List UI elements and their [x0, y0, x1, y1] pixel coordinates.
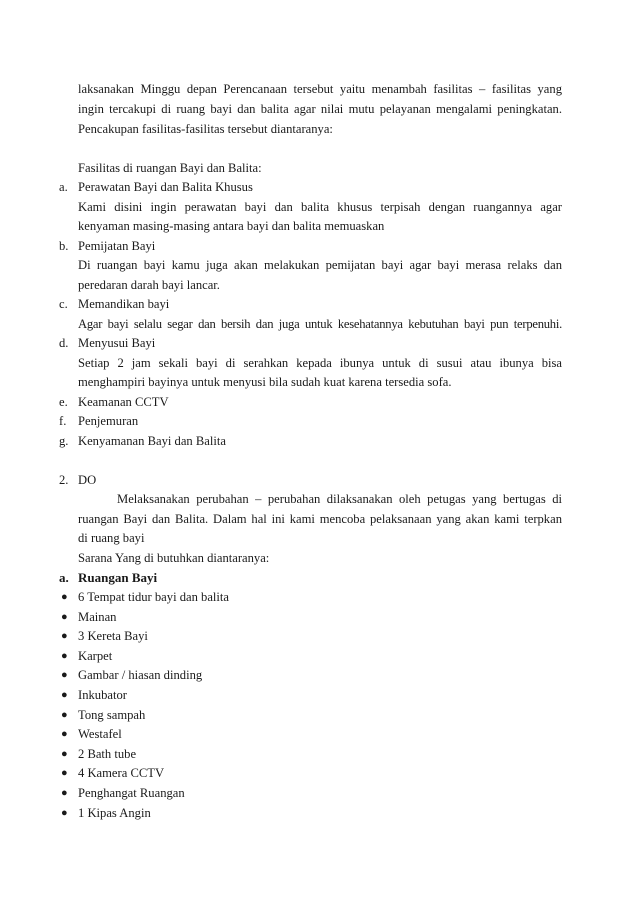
bullet-icon: ● [61, 689, 68, 701]
facility-desc-line: Agar bayi selalu segar dan bersih dan juga untuk kesehatannya kebutuhan bayi pun terpenuhi. [78, 317, 562, 331]
list-item: 4 Kamera CCTV [78, 766, 165, 780]
room-title: Ruangan Bayi [78, 570, 158, 585]
list-marker: e. [59, 395, 68, 409]
list-item: Penghangat Ruangan [78, 786, 185, 800]
list-marker: g. [59, 434, 69, 448]
bullet-icon: ● [61, 748, 68, 760]
bullet-icon: ● [61, 728, 68, 740]
facility-title: Perawatan Bayi dan Balita Khusus [78, 180, 253, 194]
list-item: Tong sampah [78, 708, 146, 722]
bullet-icon: ● [61, 650, 68, 662]
facility-desc-line: menghampiri bayinya untuk menyusi bila sudah kuat karena tersedia sofa. [78, 375, 452, 389]
bullet-icon: ● [61, 787, 68, 799]
bullet-icon: ● [61, 669, 68, 681]
bullet-icon: ● [61, 630, 68, 642]
list-item: Gambar / hiasan dinding [78, 668, 203, 682]
list-marker: b. [59, 239, 69, 253]
facility-title: Penjemuran [78, 414, 139, 428]
facility-desc-line: Di ruangan bayi kamu juga akan melakukan pemijatan bayi agar bayi merasa relaks dan [78, 258, 562, 272]
section-para-line: ruangan Bayi dan Balita. Dalam hal ini kami mencoba pelaksanaan yang akan kami terpkan [78, 512, 562, 526]
section-number: 2. [59, 473, 69, 487]
facility-title: Pemijatan Bayi [78, 239, 156, 253]
list-item: Westafel [78, 727, 122, 741]
list-item: Inkubator [78, 688, 127, 702]
facility-desc-line: kenyaman masing-masing antara bayi dan balita memuaskan [78, 219, 385, 233]
list-item: 6 Tempat tidur bayi dan balita [78, 590, 230, 604]
facility-desc-line: Setiap 2 jam sekali bayi di serahkan kepada ibunya untuk di susui atau ibunya bisa [78, 356, 562, 370]
sarana-heading: Sarana Yang di butuhkan diantaranya: [78, 551, 270, 565]
intro-line-3: Pencakupan fasilitas-fasilitas tersebut diantaranya: [78, 122, 333, 136]
facility-desc-line: Kami disini ingin perawatan bayi dan balita khusus terpisah dengan ruangannya agar [78, 200, 562, 214]
list-marker: d. [59, 336, 69, 350]
facility-title: Kenyamanan Bayi dan Balita [78, 434, 226, 448]
section-para-line: di ruang bayi [78, 531, 145, 545]
intro-line-2: ingin tercakupi di ruang bayi dan balita agar nilai mutu pelayanan mengalami peningkatan. [78, 102, 562, 116]
section-para-line: Melaksanakan perubahan – perubahan dilaksanakan oleh petugas yang bertugas di [117, 492, 562, 506]
bullet-icon: ● [61, 591, 68, 603]
facility-title: Memandikan bayi [78, 297, 170, 311]
facility-desc-line: peredaran darah bayi lancar. [78, 278, 220, 292]
list-marker: c. [59, 297, 68, 311]
list-item: 3 Kereta Bayi [78, 629, 148, 643]
bullet-icon: ● [61, 709, 68, 721]
facilities-heading: Fasilitas di ruangan Bayi dan Balita: [78, 161, 262, 175]
section-title: DO [78, 473, 97, 487]
list-marker: a. [59, 180, 68, 194]
list-item: 2 Bath tube [78, 747, 137, 761]
facility-title: Menyusui Bayi [78, 336, 156, 350]
list-marker: f. [59, 414, 67, 428]
bullet-icon: ● [61, 767, 68, 779]
bullet-icon: ● [61, 611, 68, 623]
facility-title: Keamanan CCTV [78, 395, 169, 409]
list-item: 1 Kipas Angin [78, 806, 151, 820]
bullet-icon: ● [61, 807, 68, 819]
room-marker: a. [59, 570, 69, 585]
intro-line-1: laksanakan Minggu depan Perencanaan tersebut yaitu menambah fasilitas – fasilitas yang [78, 82, 562, 96]
list-item: Mainan [78, 610, 117, 624]
list-item: Karpet [78, 649, 113, 663]
